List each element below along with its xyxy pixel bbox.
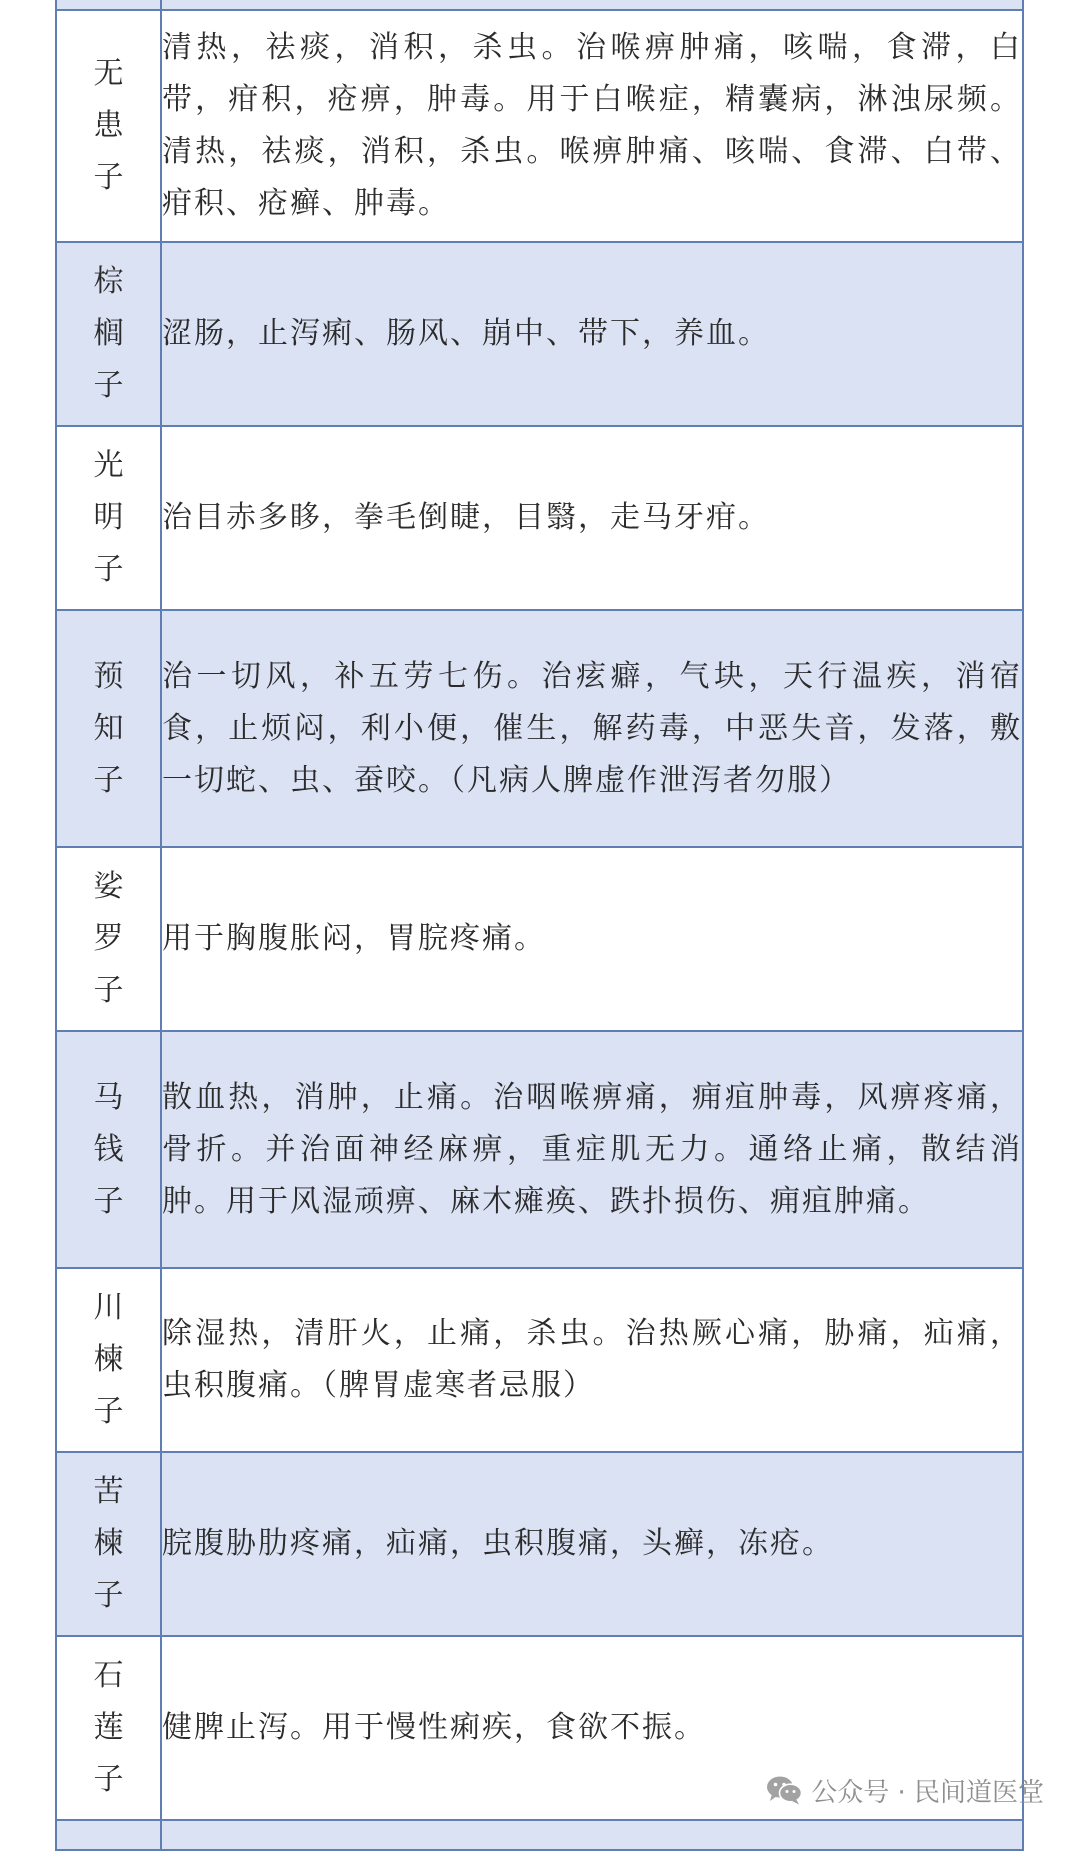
wechat-icon [765, 1774, 803, 1806]
herb-name-cell [56, 1031, 161, 1268]
herb-name-cell [56, 1268, 161, 1452]
table-row [56, 426, 1023, 610]
herb-name: 预知子 [93, 658, 124, 798]
herb-name-cell [56, 242, 161, 426]
herb-description: 用于胸腹胀闷，胃脘疼痛。 [162, 921, 546, 956]
table-row [56, 1268, 1023, 1452]
herb-name-cell [56, 0, 161, 10]
herb-name: 川楝子 [93, 1290, 124, 1429]
herb-description-cell [161, 1820, 1023, 1850]
herb-description: 健脾止泻。用于慢性痢疾，食欲不振。 [162, 1710, 706, 1745]
table-row [56, 10, 1023, 242]
watermark [765, 1770, 1044, 1810]
table-row [56, 610, 1023, 847]
table-row [56, 1031, 1023, 1268]
herb-name-cell [56, 10, 161, 242]
herb-table [55, 0, 1024, 1851]
herb-name: 无患子 [93, 56, 124, 195]
herb-description-cell [161, 847, 1023, 1031]
watermark-text: 公众号 · 民间道医堂 [811, 1777, 1044, 1808]
herb-name-cell [56, 426, 161, 610]
herb-description-cell [161, 426, 1023, 610]
herb-name-cell [56, 1820, 161, 1850]
herb-description-cell [161, 242, 1023, 426]
herb-description: 涩肠，止泻痢、肠风、崩中、带下，养血。 [162, 316, 770, 351]
herb-description-cell [161, 0, 1023, 10]
herb-description-cell [161, 1031, 1023, 1268]
table-row [56, 242, 1023, 426]
herb-description-cell [161, 1452, 1023, 1636]
herb-name: 石莲子 [93, 1658, 124, 1797]
herb-name: 苦楝子 [93, 1474, 124, 1613]
herb-name-cell [56, 1452, 161, 1636]
herb-name-cell [56, 610, 161, 847]
herb-description: 治一切风，补五劳七伤。治痃癖，气块，天行温疾，消宿食，止烦闷，利小便，催生，解药毒，中恶失音，发落，敷一切蛇、虫、蚕咬。（凡病人脾虚作泄泻者勿服） [162, 658, 1022, 798]
herb-description: 除湿热，清肝火，止痛，杀虫。治热厥心痛，胁痛，疝痛，虫积腹痛。（脾胃虚寒者忌服） [162, 1316, 1022, 1403]
herb-description: 脘腹胁肋疼痛，疝痛，虫积腹痛，头癣，冻疮。 [162, 1526, 834, 1561]
table-row [56, 0, 1023, 10]
herb-name: 马钱子 [93, 1079, 124, 1219]
table-row [56, 847, 1023, 1031]
herb-description: 治目赤多眵，拳毛倒睫，目翳，走马牙疳。 [162, 500, 770, 535]
herb-description-cell [161, 610, 1023, 847]
table-row [56, 1820, 1023, 1850]
herb-description: 清热，祛痰，消积，杀虫。治喉痹肿痛，咳喘，食滞，白带，疳积，疮痹，肿毒。用于白喉症，精囊病，淋浊尿频。清热，祛痰，消积，杀虫。喉痹肿痛、咳喘、食滞、白带、疳积、疮癣、肿毒。 [162, 30, 1022, 221]
herb-description-cell [161, 10, 1023, 242]
herb-table-container [55, 0, 1024, 1851]
herb-name: 棕榈子 [93, 264, 124, 403]
herb-description: 散血热，消肿，止痛。治咽喉痹痛，痈疽肿毒，风痹疼痛，骨折。并治面神经麻痹，重症肌无力。通络止痛，散结消肿。用于风湿顽痹、麻木瘫痪、跌扑损伤、痈疽肿痛。 [162, 1079, 1022, 1219]
herb-name: 光明子 [93, 448, 124, 587]
herb-name-cell [56, 1636, 161, 1820]
herb-name-cell [56, 847, 161, 1031]
table-row [56, 1452, 1023, 1636]
herb-description-cell [161, 1268, 1023, 1452]
herb-name: 娑罗子 [93, 869, 124, 1008]
